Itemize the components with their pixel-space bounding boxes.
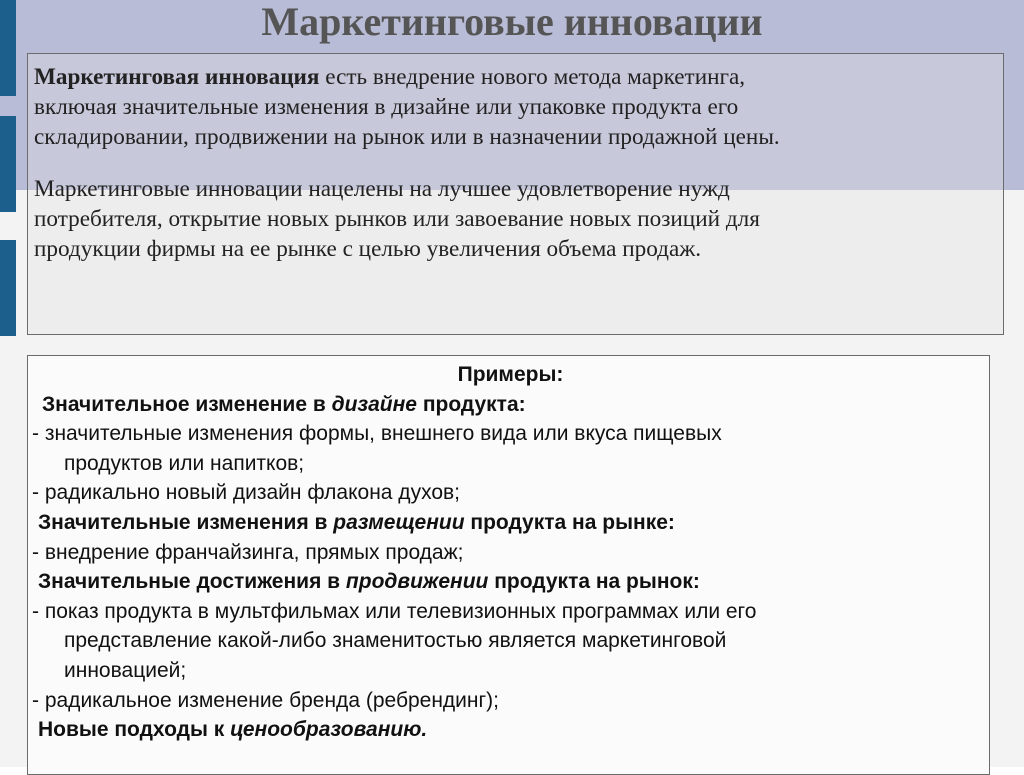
slide-title: Маркетинговые инновации xyxy=(261,0,763,44)
list-item: - значительные изменения формы, внешнего вида или вкуса пищевых xyxy=(32,422,722,446)
purpose-paragraph xyxy=(34,174,993,264)
definition-line: включая значительные изменения в дизайне или упаковке продукта его xyxy=(34,94,739,120)
definition-line: складировании, продвижении на рынок или в назначении продажной цены. xyxy=(34,124,780,150)
accent-bar xyxy=(0,116,16,212)
examples-box xyxy=(27,355,990,775)
definition-paragraph xyxy=(34,62,993,152)
list-item: - радикально новый дизайн флакона духов; xyxy=(32,481,460,505)
category-design: Значительное изменение в дизайне продукта: xyxy=(42,392,526,416)
list-item: - радикальное изменение бренда (ребрендинг); xyxy=(32,688,499,712)
purpose-line: продукции фирмы на ее рынке с целью увеличения объема продаж. xyxy=(34,236,702,262)
definition-text: есть внедрение нового метода маркетинга, xyxy=(319,64,746,90)
category-promotion: Значительные достижения в продвижении продукта на рынок: xyxy=(38,570,700,594)
definition-box xyxy=(27,53,1004,335)
accent-bar xyxy=(0,240,16,336)
list-item-continuation: инновацией; xyxy=(64,658,187,682)
list-item: - показ продукта в мультфильмах или телевизионных программах или его xyxy=(32,599,757,623)
purpose-line: потребителя, открытие новых рынков или завоевание новых позиций для xyxy=(34,206,760,232)
category-pricing: Новые подходы к ценообразованию. xyxy=(38,718,428,742)
list-item-continuation: представление какой-либо знаменитостью является маркетинговой xyxy=(64,629,727,653)
category-placement: Значительные изменения в размещении продукта на рынке: xyxy=(38,510,675,534)
definition-term: Маркетинговая инновация xyxy=(34,64,320,90)
list-item: - внедрение франчайзинга, прямых продаж; xyxy=(32,540,464,564)
purpose-line: Маркетинговые инновации нацелены на лучшее удовлетворение нужд xyxy=(34,176,730,202)
list-item-continuation: продуктов или напитков; xyxy=(64,451,305,475)
examples-heading: Примеры: xyxy=(457,363,564,386)
